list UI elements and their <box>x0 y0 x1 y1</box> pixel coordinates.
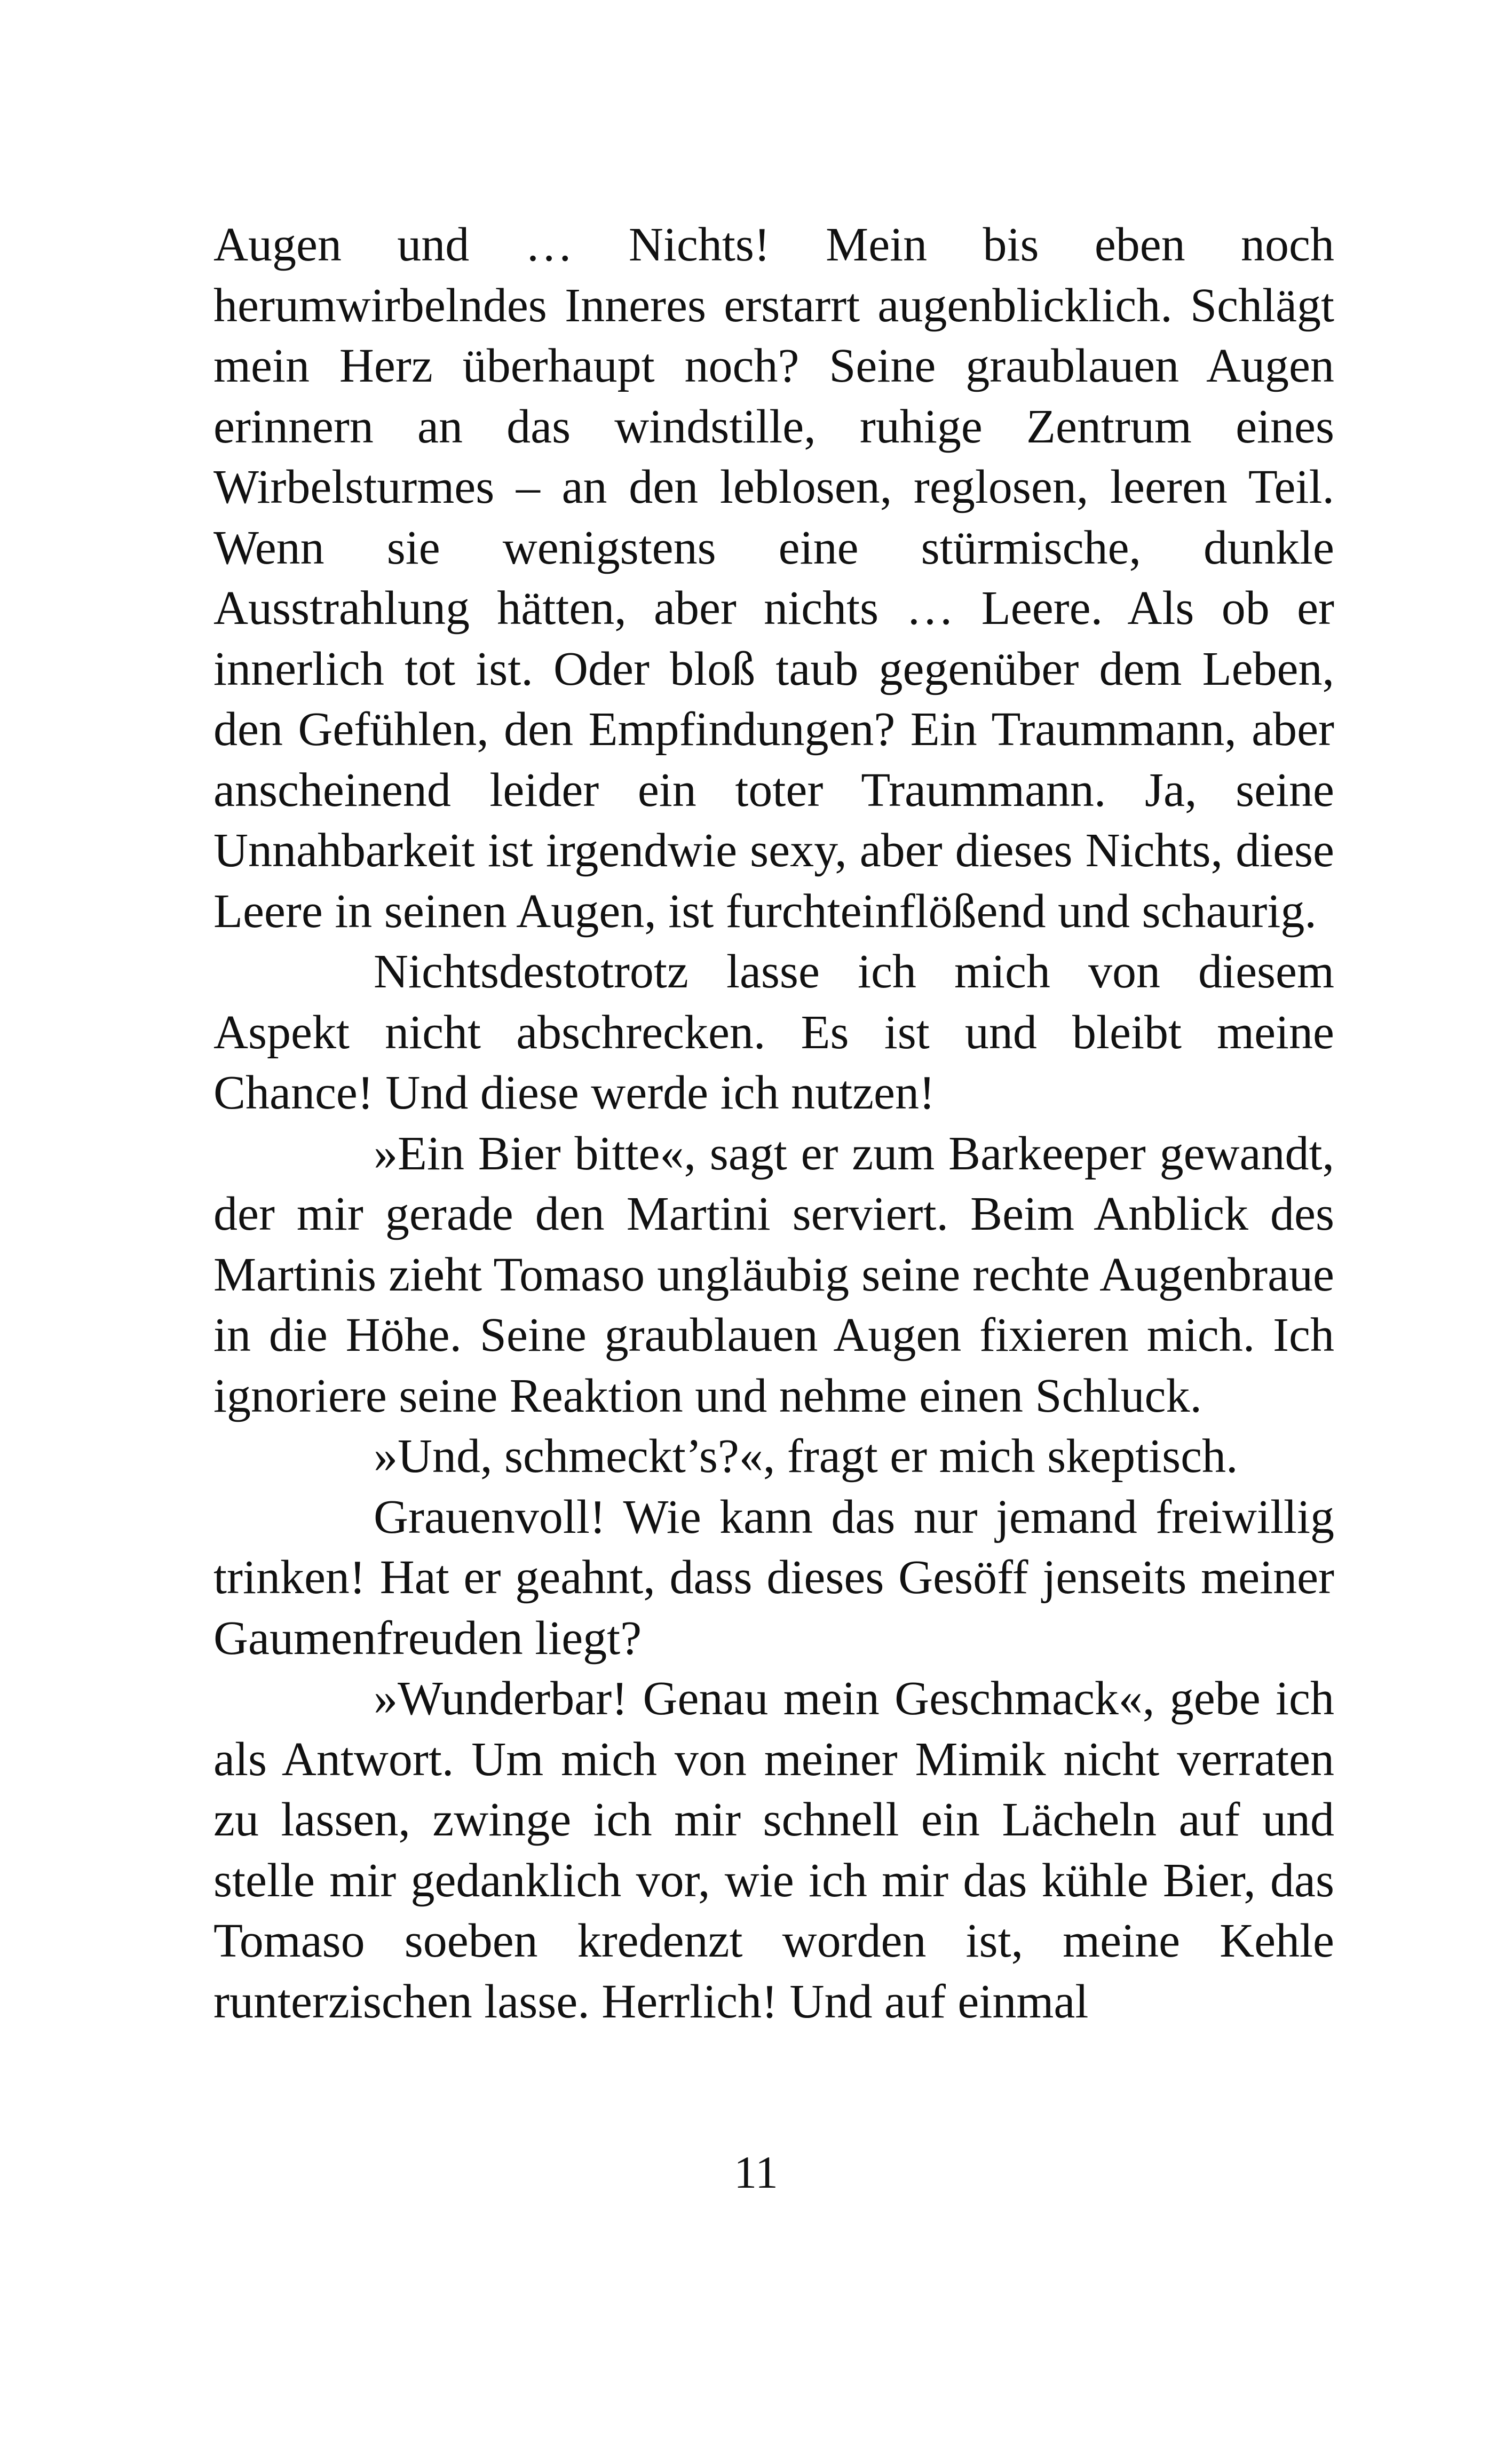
page-number: 11 <box>734 2147 778 2198</box>
paragraph-2: Nichtsdestotrotz lasse ich mich von diesem Aspekt nicht abschrecken. Es ist und bleibt meine Chance! Und diese werde ich nutzen! <box>213 945 1334 1119</box>
paragraph-6: »Wunderbar! Genau mein Geschmack«, gebe ich als Antwort. Um mich von meiner Mimik nicht verraten zu lassen, zwinge ich mir schnell ein Lächeln auf und stelle mir gedanklich vor, wie ich mir das kühle Bier, das Tomaso soeben kredenzt worden ist, meine Kehle runterzischen lasse. Herrlich! Und auf einmal <box>213 1672 1334 2028</box>
body-text <box>213 215 1334 2032</box>
paragraph-4: »Und, schmeckt’s?«, fragt er mich skeptisch. <box>374 1430 1238 1483</box>
paragraph-1: Augen und … Nichts! Mein bis eben noch herumwirbelndes Inneres erstarrt augenblicklich. Schlägt mein Herz überhaupt noch? Seine graublauen Augen erinnern an das windstille, ruhige Zentrum eines Wirbelsturmes – an den leblosen, reglosen, leeren Teil. Wenn sie wenigstens eine stürmische, dunkle Ausstrahlung hätten, aber nichts … Leere. Als ob er innerlich tot ist. Oder bloß taub gegenüber dem Leben, den Gefühlen, den Empfindungen? Ein Traummann, aber anscheinend leider ein toter Traummann. Ja, seine Unnahbarkeit ist irgendwie sexy, aber dieses Nichts, diese Leere in seinen Augen, ist furchteinflößend und schaurig. <box>213 218 1334 938</box>
paragraph-3: »Ein Bier bitte«, sagt er zum Barkeeper gewandt, der mir gerade den Martini serviert. Beim Anblick des Martinis zieht Tomaso ungläubig seine rechte Augenbraue in die Höhe. Seine graublauen Augen fixieren mich. Ich ignoriere seine Reaktion und nehme einen Schluck. <box>213 1127 1334 1422</box>
paragraph-5: Grauenvoll! Wie kann das nur jemand freiwillig trinken! Hat er geahnt, dass dieses Gesöff jenseits meiner Gaumenfreuden liegt? <box>213 1490 1334 1665</box>
